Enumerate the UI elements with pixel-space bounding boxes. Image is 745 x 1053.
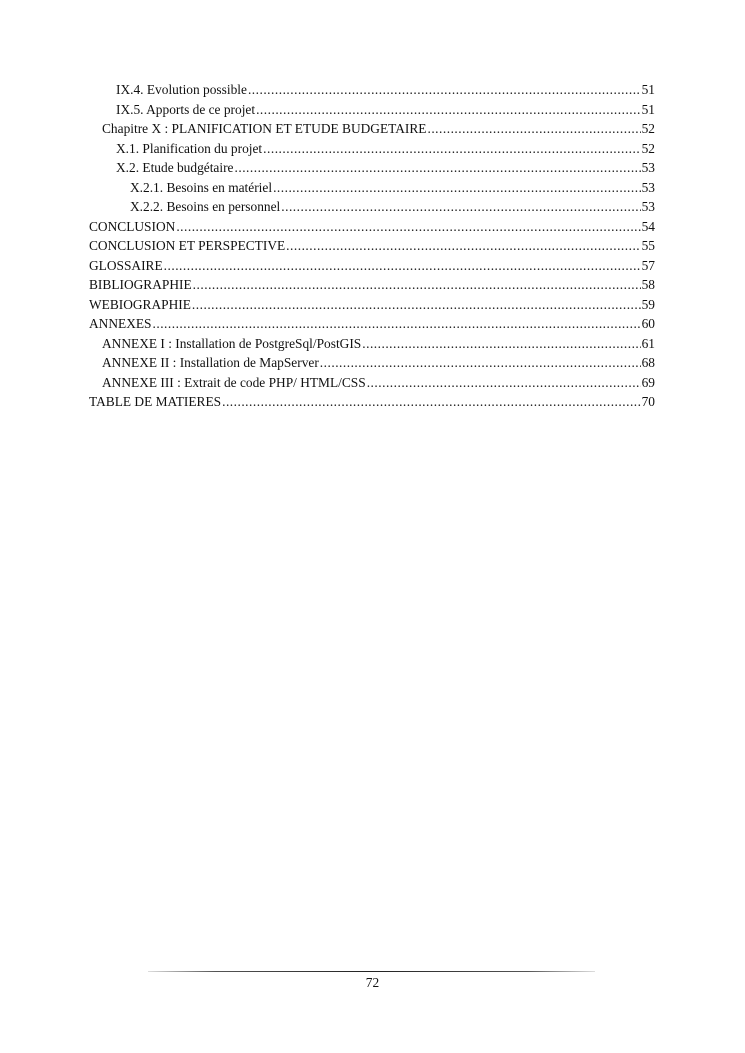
toc-entry[interactable] — [89, 275, 655, 295]
dot-leader — [362, 334, 640, 354]
toc-entry-page: 53 — [641, 179, 655, 195]
dot-leader — [273, 178, 641, 198]
toc-entry-page: 58 — [641, 277, 655, 292]
toc-entry[interactable] — [89, 197, 655, 217]
toc-entry-page: 51 — [641, 101, 655, 117]
toc-entry[interactable] — [89, 158, 655, 178]
dot-leader — [263, 139, 640, 159]
toc-entry[interactable] — [89, 178, 655, 198]
toc-entry-title: X.2.1. Besoins en matériel — [130, 179, 273, 195]
toc-entry[interactable] — [89, 334, 655, 354]
toc-entry-page: 55 — [641, 238, 655, 253]
dot-leader — [222, 392, 641, 412]
toc-entry[interactable] — [89, 256, 655, 276]
toc-entry-page: 53 — [641, 160, 655, 175]
toc-entry-title: X.2.2. Besoins en personnel — [130, 199, 281, 214]
toc-entry-title: CONCLUSION ET PERSPECTIVE — [89, 238, 286, 253]
toc-entry-title: ANNEXE I : Installation de PostgreSql/PostGIS — [102, 335, 362, 351]
toc-entry-title: ANNEXES — [89, 316, 152, 331]
toc-entry-page: 52 — [641, 140, 655, 156]
dot-leader — [235, 158, 641, 178]
page-number: 72 — [365, 975, 380, 990]
toc-entry[interactable] — [89, 217, 655, 237]
toc-entry[interactable] — [89, 139, 655, 159]
toc-entry-title: X.1. Planification du projet — [116, 140, 263, 156]
toc-entry[interactable] — [89, 100, 655, 120]
dot-leader — [281, 197, 640, 217]
toc-entry[interactable] — [89, 392, 655, 412]
toc-entry-title: TABLE DE MATIERES — [89, 394, 222, 409]
table-of-contents — [89, 80, 655, 412]
toc-entry-title: Chapitre X : PLANIFICATION ET ETUDE BUDGETAIRE — [102, 121, 427, 136]
dot-leader — [427, 119, 640, 139]
toc-entry[interactable] — [89, 373, 655, 393]
toc-entry[interactable] — [89, 314, 655, 334]
toc-entry-page: 61 — [641, 335, 655, 351]
toc-entry-page: 52 — [641, 121, 655, 136]
toc-entry-page: 60 — [641, 316, 655, 331]
dot-leader — [164, 256, 641, 276]
dot-leader — [193, 275, 641, 295]
toc-entry-title: WEBIOGRAPHIE — [89, 296, 191, 312]
toc-entry[interactable] — [89, 80, 655, 100]
dot-leader — [320, 353, 641, 373]
toc-entry[interactable] — [89, 353, 655, 373]
toc-entry[interactable] — [89, 295, 655, 315]
toc-entry-title: ANNEXE II : Installation de MapServer — [102, 355, 319, 370]
dot-leader — [176, 217, 640, 237]
dot-leader — [367, 373, 641, 393]
dot-leader — [286, 236, 640, 256]
toc-entry-page: 51 — [641, 82, 655, 97]
toc-entry[interactable] — [89, 119, 655, 139]
toc-entry-page: 54 — [641, 218, 655, 234]
toc-entry-page: 53 — [641, 199, 655, 214]
dot-leader — [248, 80, 641, 100]
toc-entry-page: 70 — [641, 394, 655, 409]
toc-entry-page: 69 — [641, 374, 655, 390]
toc-entry-page: 57 — [641, 257, 655, 273]
toc-entry-title: IX.4. Evolution possible — [116, 82, 247, 97]
dot-leader — [256, 100, 641, 120]
toc-entry-title: GLOSSAIRE — [89, 257, 163, 273]
toc-entry[interactable] — [89, 236, 655, 256]
dot-leader — [192, 295, 641, 315]
toc-entry-title: X.2. Etude budgétaire — [116, 160, 234, 175]
toc-entry-title: IX.5. Apports de ce projet — [116, 101, 256, 117]
toc-entry-title: CONCLUSION — [89, 218, 176, 234]
dot-leader — [153, 314, 641, 334]
footer-divider — [148, 971, 595, 972]
toc-entry-title: BIBLIOGRAPHIE — [89, 277, 192, 292]
toc-entry-title: ANNEXE III : Extrait de code PHP/ HTML/CSS — [102, 374, 366, 390]
toc-entry-page: 59 — [641, 296, 655, 312]
toc-entry-page: 68 — [641, 355, 655, 370]
